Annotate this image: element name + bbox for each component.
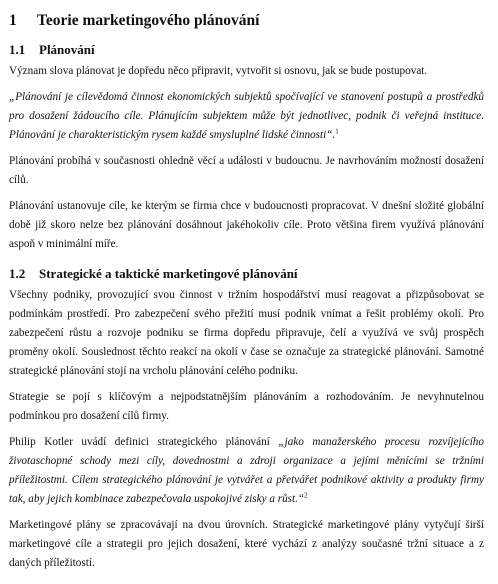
paragraph-kotler (9, 433, 484, 509)
chapter-heading (9, 12, 484, 30)
footnote-ref-1: 1 (335, 127, 339, 136)
paragraph-marketing-plans: Marketingové plány se zpracovávají na dvou úrovních. Strategické marketingové plány vytyčují širší marketingové cíle a strategii pro jejich dosažení, které vychází z analýzy současné tržní situace a z daných příležitostí. (9, 519, 484, 569)
section-number: 1.1 (9, 42, 26, 57)
quote-paragraph (9, 88, 484, 145)
section-heading-strategicke (9, 266, 484, 282)
kotler-lead: Philip Kotler uvádí definici strategického plánování (9, 436, 279, 448)
section-title: Plánování (39, 42, 95, 57)
section-title: Strategické a taktické marketingové plánování (39, 266, 298, 281)
kotler-quote: „jako manažerského procesu rozvíjejícího životaschopné schody mezi cíly, dovednostmi a zdroji organizace a jejími měnícími se tržními příležitostmi. Cílem strategického plánování je vytvářet a přetvářet podnikové aktivity a produkty firmy tak, aby jejich kombinace zabezpečovala uspokojivé zisky a růst.“ (9, 436, 484, 505)
section-heading-planovani (9, 42, 484, 58)
chapter-number: 1 (9, 12, 17, 29)
paragraph-goals: Plánování ustanovuje cíle, ke kterým se firma chce v budoucnosti propracovat. V dnešní složité globální době již skoro nelze bez plánování dosáhnout jakéhokoliv cíle. Proto většina firem využívá plánování aspoň v minimální míře. (9, 200, 484, 250)
chapter-title: Teorie marketingového plánování (37, 12, 260, 29)
footnote-ref-2: 2 (304, 491, 308, 500)
paragraph-present: Plánování probíhá v současnosti ohledně věcí a události v budoucnu. Je navrhováním možností dosažení cílů. (9, 155, 484, 186)
paragraph-businesses: Všechny podniky, provozující svou činnost v tržním hospodářství musí reagovat a přizpůsobovat se podmínkám prostředí. Pro zabezpečení svého přežití musí podnik vnímat a řešit problémy okolí. Pro zabezpečení růstu a rozvoje podniku se firma dopředu připravuje, čelí a využívá ve svůj prospěch proměny okolí. Souslednost těchto reakcí na okolí v čase se označuje za strategické plánování. Samotné strategické plánování stojí na vrcholu plánování celého podniku. (9, 289, 484, 377)
quote-text: „Plánování je cílevědomá činnost ekonomických subjektů spočívající ve stanovení postupů a prostředků pro dosažení žádoucího cíle. Plánujícím subjektem může být jednotlivec, podnik či veřejná instituce. Plánování je charakteristickým rysem každé smysluplné lidské činnosti“. (9, 91, 484, 141)
paragraph-meaning: Význam slova plánovat je dopředu něco připravit, vytvořit si osnovu, jak se bude postupovat. (9, 65, 428, 77)
paragraph-strategy: Strategie se pojí s klíčovým a nejpodstatnějším plánováním a rozhodováním. Je nevyhnutelnou podmínkou pro dosažení cílů firmy. (9, 391, 484, 422)
section-number: 1.2 (9, 266, 26, 281)
